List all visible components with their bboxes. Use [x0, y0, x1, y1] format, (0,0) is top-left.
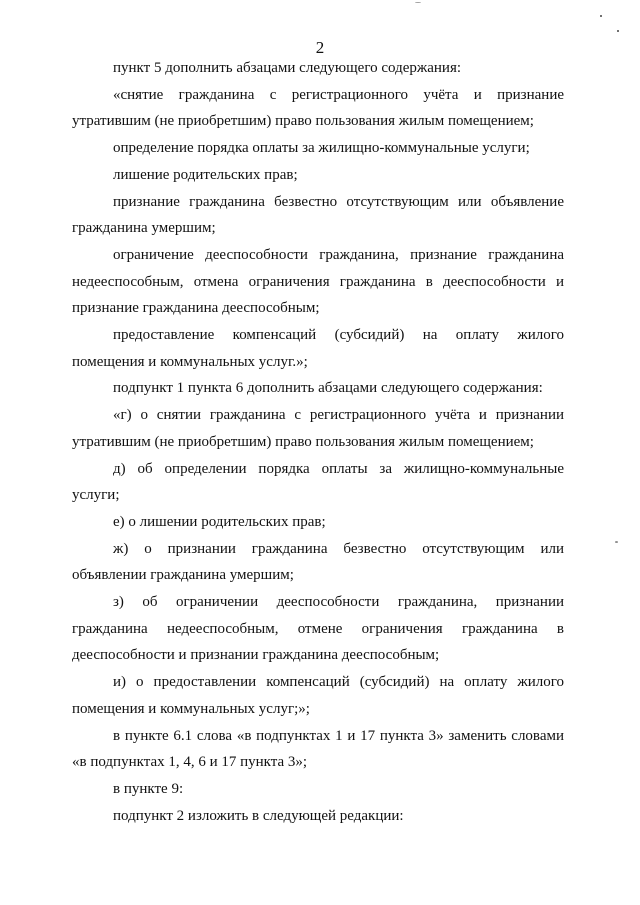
paragraph: в пункте 9: [113, 780, 184, 797]
paragraph: «г) о снятии гражданина с регистрационного учёта и признании утратившим (не приобретшим) право пользования жилым помещением; [72, 407, 564, 450]
scan-speck [617, 30, 619, 32]
paragraph: предоставление компенсаций (субсидий) на оплату жилого помещения и коммунальных услуг.»; [72, 327, 564, 370]
paragraph: признание гражданина безвестно отсутствующим или объявление гражданина умершим; [72, 193, 564, 237]
paragraph: е) о лишении родительских прав; [113, 513, 326, 530]
document-body [72, 55, 564, 829]
paragraph: и) о предоставлении компенсаций (субсидий) на оплату жилого помещения и коммунальных услуг;»; [72, 674, 564, 717]
paragraph: ограничение дееспособности гражданина, признание гражданина недееспособным, отмена ограничения гражданина в дееспособности и признание гражданина дееспособным; [72, 246, 564, 317]
paragraph: подпункт 1 пункта 6 дополнить абзацами следующего содержания: [113, 380, 543, 397]
page-number: 2 [315, 38, 325, 57]
paragraph: д) об определении порядка оплаты за жилищно-коммунальные услуги; [72, 460, 564, 504]
paragraph: «снятие гражданина с регистрационного учёта и признание утратившим (не приобретшим) право пользования жилым помещением; [72, 86, 564, 130]
paragraph: определение порядка оплаты за жилищно-коммунальные услуги; [113, 140, 530, 157]
paragraph: з) об ограничении дееспособности гражданина, признании гражданина недееспособным, отмене ограничения гражданина в дееспособности и признании гражданина дееспособным; [72, 594, 564, 664]
scan-speck [615, 541, 618, 543]
scan-speck [415, 2, 421, 3]
paragraph: в пункте 6.1 слова «в подпунктах 1 и 17 пункта 3» заменить словами «в подпунктах 1, 4, 6 и 17 пункта 3»; [72, 727, 564, 771]
paragraph: пункт 5 дополнить абзацами следующего содержания: [113, 60, 462, 76]
paragraph: ж) о признании гражданина безвестно отсутствующим или объявлении гражданина умершим; [72, 540, 564, 584]
paragraph: лишение родительских прав; [113, 166, 298, 183]
scan-speck [600, 15, 602, 17]
paragraph: подпункт 2 изложить в следующей редакции: [113, 807, 404, 824]
